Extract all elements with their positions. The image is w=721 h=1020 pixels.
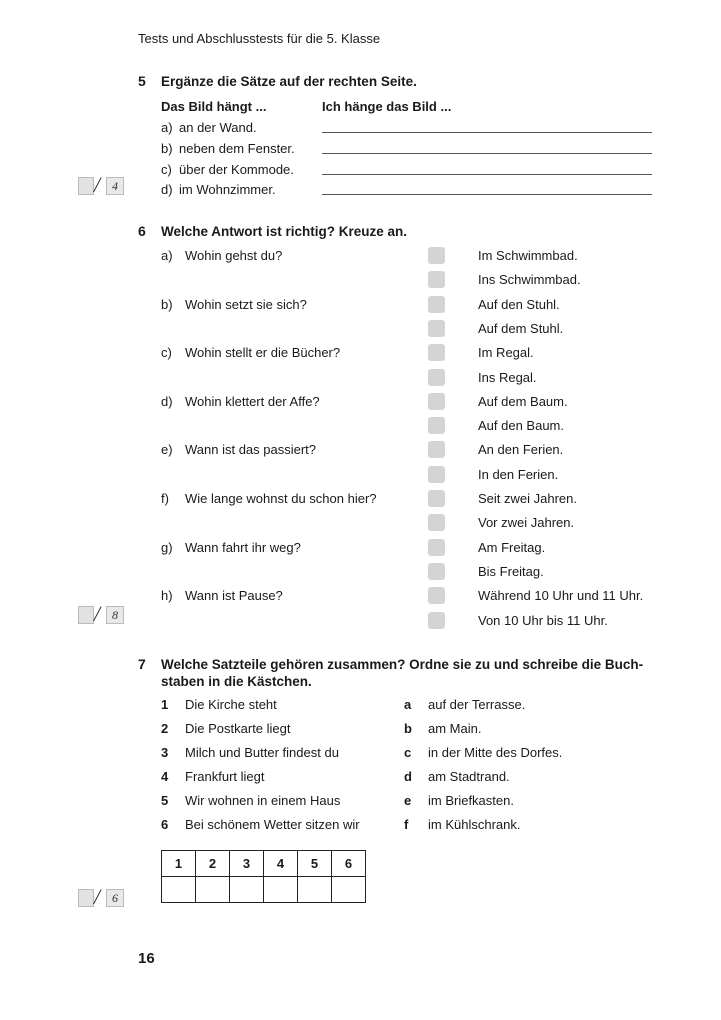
ex6-checkbox[interactable] bbox=[428, 441, 445, 458]
ex7-score-box bbox=[78, 886, 126, 908]
exercise-5-col-right: Ich hänge das Bild ... bbox=[322, 99, 452, 114]
ex6-checkbox[interactable] bbox=[428, 417, 445, 434]
ex6-option: Auf dem Baum. bbox=[478, 394, 568, 409]
ex5-letter-a: a) bbox=[161, 120, 173, 135]
ex6-question: Wohin gehst du? bbox=[185, 248, 283, 263]
ex6-option: Vor zwei Jahren. bbox=[478, 515, 575, 530]
ex7-right-letter: c bbox=[404, 745, 412, 760]
ex6-letter: a) bbox=[161, 248, 173, 263]
ex6-checkbox[interactable] bbox=[428, 563, 445, 580]
ex6-letter: b) bbox=[161, 297, 173, 312]
ex6-option: Seit zwei Jahren. bbox=[478, 491, 577, 506]
answer-grid bbox=[161, 850, 366, 903]
ex6-checkbox[interactable] bbox=[428, 612, 445, 629]
ex6-letter: e) bbox=[161, 442, 173, 457]
ex7-right-letter: a bbox=[404, 697, 412, 712]
ex6-checkbox[interactable] bbox=[428, 369, 445, 386]
ex6-question: Wohin klettert der Affe? bbox=[185, 394, 320, 409]
ex6-option: Ins Regal. bbox=[478, 370, 537, 385]
ex7-left-text: Wir wohnen in einem Haus bbox=[185, 793, 341, 808]
ex6-letter: c) bbox=[161, 345, 172, 360]
ex6-question: Wohin setzt sie sich? bbox=[185, 297, 307, 312]
ex5-answer-line-c[interactable] bbox=[322, 174, 652, 175]
score-max: 6 bbox=[106, 889, 124, 907]
ex5-score-box bbox=[78, 174, 126, 196]
ex6-option: Im Schwimmbad. bbox=[478, 248, 578, 263]
ex7-left-text: Die Postkarte liegt bbox=[185, 721, 291, 736]
ex7-right-text: im Briefkasten. bbox=[428, 793, 514, 808]
exercise-7-heading-line1: Welche Satzteile gehören zusammen? Ordne sie zu und schreibe die Buch- bbox=[161, 657, 644, 672]
ex6-checkbox[interactable] bbox=[428, 490, 445, 507]
ex6-question: Wann ist das passiert? bbox=[185, 442, 317, 457]
ex6-checkbox[interactable] bbox=[428, 514, 445, 531]
exercise-6-heading: Welche Antwort ist richtig? Kreuze an. bbox=[161, 224, 408, 239]
ex7-right-text: am Stadtrand. bbox=[428, 769, 510, 784]
page-number: 16 bbox=[138, 950, 155, 967]
ex6-option: Von 10 Uhr bis 11 Uhr. bbox=[478, 613, 608, 628]
ex7-left-number: 4 bbox=[161, 769, 169, 784]
ex7-left-number: 5 bbox=[161, 793, 169, 808]
ex7-left-text: Milch und Butter findest du bbox=[185, 745, 339, 760]
ex5-letter-b: b) bbox=[161, 141, 173, 156]
grid-header: 2 bbox=[196, 851, 230, 877]
ex6-checkbox[interactable] bbox=[428, 320, 445, 337]
ex6-question: Wohin stellt er die Bücher? bbox=[185, 345, 341, 360]
grid-header: 4 bbox=[264, 851, 298, 877]
ex5-text-a: an der Wand. bbox=[179, 120, 257, 135]
ex7-right-letter: e bbox=[404, 793, 412, 808]
grid-answer-cell[interactable] bbox=[196, 877, 230, 903]
ex5-letter-c: c) bbox=[161, 162, 172, 177]
ex6-letter: d) bbox=[161, 394, 173, 409]
exercise-5-col-left: Das Bild hängt ... bbox=[161, 99, 267, 114]
ex6-checkbox[interactable] bbox=[428, 393, 445, 410]
ex6-option: Bis Freitag. bbox=[478, 564, 544, 579]
score-slash: / bbox=[94, 601, 101, 626]
exercise-7-number: 7 bbox=[138, 656, 146, 672]
grid-answer-cell[interactable] bbox=[230, 877, 264, 903]
ex5-text-b: neben dem Fenster. bbox=[179, 141, 295, 156]
ex5-letter-d: d) bbox=[161, 182, 173, 197]
grid-answer-cell[interactable] bbox=[162, 877, 196, 903]
ex6-letter: g) bbox=[161, 540, 173, 555]
score-blank[interactable] bbox=[78, 177, 94, 195]
score-blank[interactable] bbox=[78, 606, 94, 624]
ex6-checkbox[interactable] bbox=[428, 247, 445, 264]
ex6-option: Auf den Baum. bbox=[478, 418, 564, 433]
ex7-left-number: 1 bbox=[161, 697, 169, 712]
score-slash: / bbox=[94, 884, 101, 909]
ex7-left-number: 3 bbox=[161, 745, 169, 760]
exercise-6-number: 6 bbox=[138, 223, 146, 239]
ex6-option: Ins Schwimmbad. bbox=[478, 272, 581, 287]
grid-answer-cell[interactable] bbox=[332, 877, 366, 903]
grid-header: 6 bbox=[332, 851, 366, 877]
grid-answer-cell[interactable] bbox=[298, 877, 332, 903]
ex6-option: An den Ferien. bbox=[478, 442, 564, 457]
ex6-checkbox[interactable] bbox=[428, 271, 445, 288]
score-slash: / bbox=[94, 172, 101, 197]
grid-answer-cell[interactable] bbox=[264, 877, 298, 903]
ex6-checkbox[interactable] bbox=[428, 587, 445, 604]
ex7-right-text: im Kühlschrank. bbox=[428, 817, 521, 832]
ex7-left-number: 6 bbox=[161, 817, 169, 832]
score-max: 4 bbox=[106, 177, 124, 195]
ex6-option: Am Freitag. bbox=[478, 540, 546, 555]
ex7-left-text: Bei schönem Wetter sitzen wir bbox=[185, 817, 360, 832]
ex6-option: Auf den Stuhl. bbox=[478, 297, 560, 312]
ex7-right-text: in der Mitte des Dorfes. bbox=[428, 745, 563, 760]
ex6-option: In den Ferien. bbox=[478, 467, 559, 482]
ex6-checkbox[interactable] bbox=[428, 466, 445, 483]
ex6-checkbox[interactable] bbox=[428, 344, 445, 361]
page-header: Tests und Abschlusstests für die 5. Klasse bbox=[138, 31, 381, 46]
ex5-text-c: über der Kommode. bbox=[179, 162, 294, 177]
ex6-checkbox[interactable] bbox=[428, 296, 445, 313]
score-max: 8 bbox=[106, 606, 124, 624]
ex6-question: Wann ist Pause? bbox=[185, 588, 283, 603]
ex5-answer-line-b[interactable] bbox=[322, 153, 652, 154]
exercise-7-heading-line2: staben in die Kästchen. bbox=[161, 674, 312, 689]
ex6-letter: f) bbox=[161, 491, 169, 506]
exercise-5-heading: Ergänze die Sätze auf der rechten Seite. bbox=[161, 74, 417, 89]
ex5-answer-line-d[interactable] bbox=[322, 194, 652, 195]
ex6-question: Wann fahrt ihr weg? bbox=[185, 540, 301, 555]
ex6-letter: h) bbox=[161, 588, 173, 603]
ex6-score-box bbox=[78, 603, 126, 625]
ex7-left-number: 2 bbox=[161, 721, 169, 736]
grid-header: 1 bbox=[162, 851, 196, 877]
ex7-right-text: auf der Terrasse. bbox=[428, 697, 526, 712]
score-blank[interactable] bbox=[78, 889, 94, 907]
ex7-left-text: Frankfurt liegt bbox=[185, 769, 265, 784]
ex6-checkbox[interactable] bbox=[428, 539, 445, 556]
ex5-answer-line-a[interactable] bbox=[322, 132, 652, 133]
exercise-5-number: 5 bbox=[138, 73, 146, 89]
ex7-left-text: Die Kirche steht bbox=[185, 697, 277, 712]
ex7-right-letter: b bbox=[404, 721, 412, 736]
grid-header: 3 bbox=[230, 851, 264, 877]
ex7-right-letter: d bbox=[404, 769, 412, 784]
ex6-option: Im Regal. bbox=[478, 345, 534, 360]
ex6-option: Während 10 Uhr und 11 Uhr. bbox=[478, 588, 644, 603]
ex6-option: Auf dem Stuhl. bbox=[478, 321, 564, 336]
ex5-text-d: im Wohnzimmer. bbox=[179, 182, 276, 197]
ex7-right-text: am Main. bbox=[428, 721, 482, 736]
ex7-right-letter: f bbox=[404, 817, 409, 832]
grid-header: 5 bbox=[298, 851, 332, 877]
ex6-question: Wie lange wohnst du schon hier? bbox=[185, 491, 377, 506]
